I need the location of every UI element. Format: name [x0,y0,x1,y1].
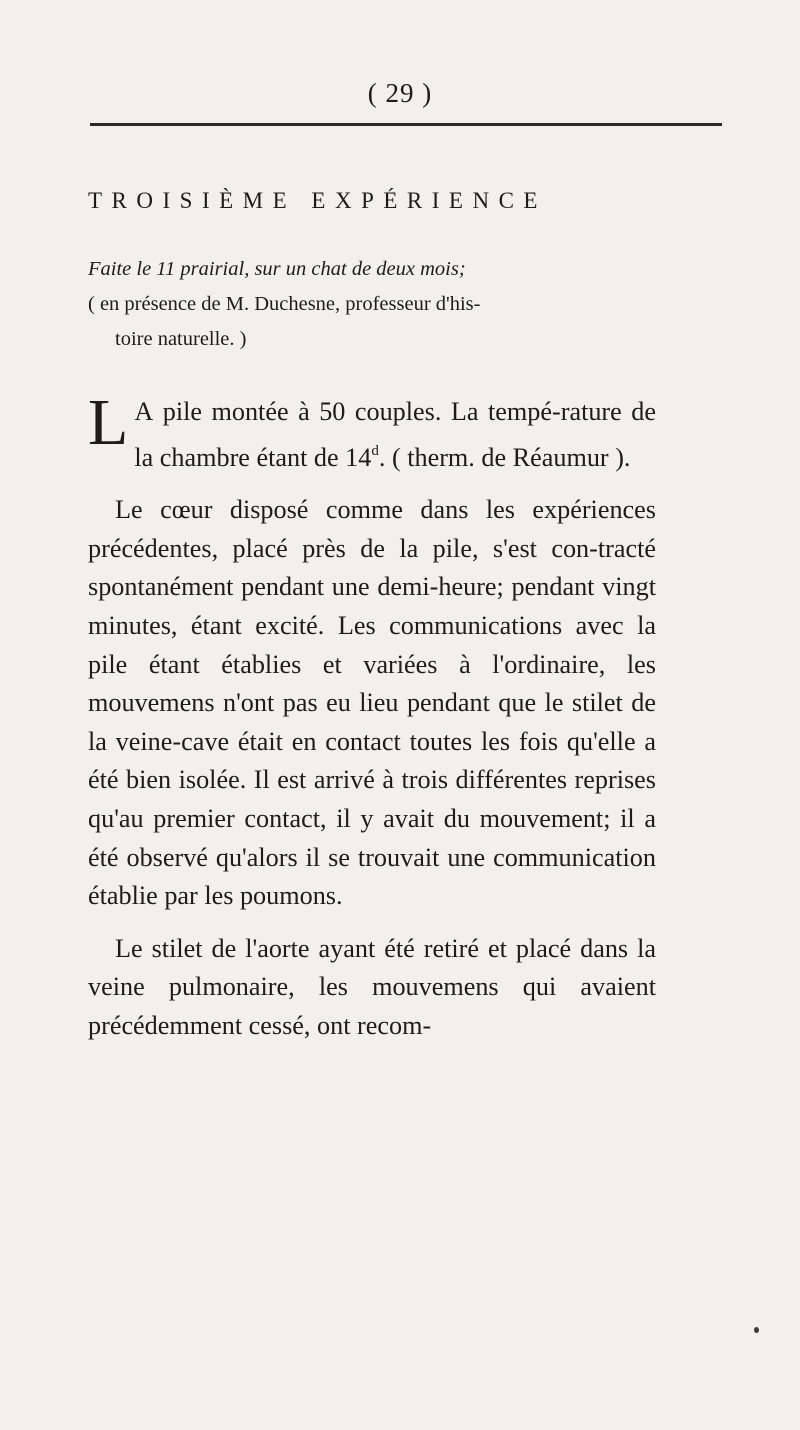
ink-speck [754,1327,759,1333]
paragraph-3-text: Le stilet de l'aorte ayant été retiré et placé dans la veine pulmonaire, les mouvemens qui avaient précédemment cessé, ont recom- [88,933,656,1040]
body-text [88,386,656,1046]
degree-superscript: d [371,442,379,459]
drop-cap: L [88,386,129,459]
experiment-subtitle [88,252,658,357]
subtitle-line-3: toire naturelle. ) [115,328,247,350]
subtitle-line-1: Faite le 11 prairial, sur un chat de deux mois; [88,258,466,280]
paragraph-1 [88,386,656,477]
paragraph-1-text: pile montée à 50 couples. La tempé-rature de la chambre étant de 14 [134,397,656,472]
first-word: A [134,397,154,426]
page-number: ( 29 ) [367,78,433,108]
paragraph-3 [88,930,656,1046]
paragraph-2 [88,491,656,916]
section-title: TROISIÈME EXPÉRIENCE [88,188,547,213]
subtitle-line-2: ( en présence de M. Duchesne, professeur d'his- [88,293,481,315]
header-rule [90,123,722,126]
paragraph-2-text: Le cœur disposé comme dans les expériences précédentes, placé près de la pile, s'est con-tracté spontanément pendant une demi-heure; pendant vingt minutes, étant excité. Les communications avec la pile étant établies et variées à l'ordinaire, les mouvemens n'ont pas eu lieu pendant que le stilet de la veine-cave était en contact toutes les fois qu'elle a été bien isolée. Il est arrivé à trois différentes reprises qu'au premier contact, il y avait du mouvement; il a été observé qu'alors il se trouvait une communication établie par les poumons. [88,495,656,911]
paragraph-1-text-after: . ( therm. de Réaumur ). [378,442,631,472]
